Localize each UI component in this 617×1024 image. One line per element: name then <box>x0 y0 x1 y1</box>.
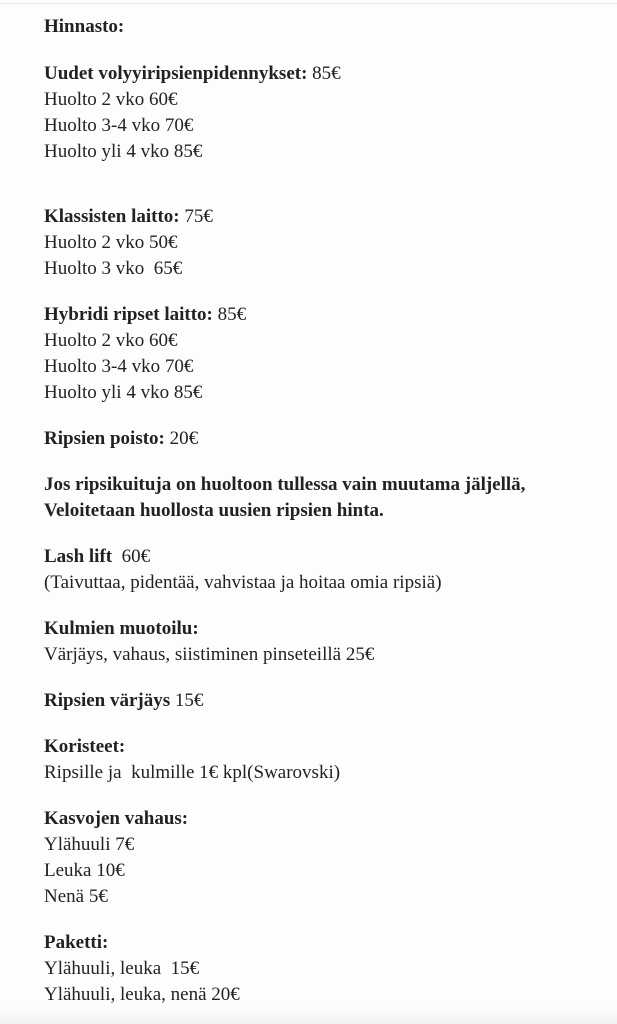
section-heading <box>44 61 587 87</box>
section-heading <box>44 426 587 452</box>
price-line: Leuka 10€ <box>44 860 125 881</box>
page-title: Hinnasto: <box>44 16 125 37</box>
bottom-strip <box>0 1006 617 1024</box>
maintenance-line: Huolto 3-4 vko 70€ <box>44 356 194 377</box>
section-heading <box>44 204 587 230</box>
service-name: Paketti: <box>44 932 109 953</box>
service-price: 20€ <box>164 428 199 449</box>
section-lash-tint <box>44 688 587 714</box>
service-price: 60€ <box>112 546 151 567</box>
maintenance-line: Huolto yli 4 vko 85€ <box>44 382 203 403</box>
maintenance-line: Huolto 3 vko 65€ <box>44 258 183 279</box>
maintenance-line: Huolto 3-4 vko 70€ <box>44 115 194 136</box>
section-facial-waxing <box>44 806 587 910</box>
service-price: 75€ <box>179 206 213 227</box>
section-heading <box>44 930 587 956</box>
section-packages <box>44 930 587 1008</box>
service-detail-line: Värjäys, vahaus, siistiminen pinseteillä 25€ <box>44 644 375 665</box>
maintenance-line: Huolto 2 vko 50€ <box>44 232 178 253</box>
service-price: 15€ <box>170 690 204 711</box>
service-name: Lash lift <box>44 546 113 567</box>
section-heading <box>44 544 587 570</box>
price-line: Ylähuuli, leuka, nenä 20€ <box>44 984 240 1005</box>
service-name: Kulmien muotoilu: <box>44 618 199 639</box>
section-volume-lashes <box>44 61 587 165</box>
service-name: Kasvojen vahaus: <box>44 808 189 829</box>
maintenance-line: Huolto 2 vko 60€ <box>44 330 178 351</box>
section-heading <box>44 806 587 832</box>
note-line: Veloitetaan huollosta uusien ripsien hinta. <box>44 500 384 521</box>
section-heading <box>44 302 587 328</box>
section-heading <box>44 616 587 642</box>
price-line: Ylähuuli 7€ <box>44 834 135 855</box>
service-price: 85€ <box>307 63 341 84</box>
service-name: Klassisten laitto: <box>44 206 180 227</box>
section-service-note <box>44 472 587 524</box>
service-price: 85€ <box>212 304 247 325</box>
maintenance-line: Huolto yli 4 vko 85€ <box>44 141 203 162</box>
section-hybrid-lashes <box>44 302 587 406</box>
price-line: Nenä 5€ <box>44 886 108 907</box>
section-classic-lashes <box>44 204 587 282</box>
service-name: Ripsien poisto: <box>44 428 165 449</box>
service-description: (Taivuttaa, pidentää, vahvistaa ja hoitaa omia ripsiä) <box>44 572 442 593</box>
section-brow-shaping <box>44 616 587 668</box>
section-heading <box>44 688 587 714</box>
service-name: Hybridi ripset laitto: <box>44 304 213 325</box>
note-line: Jos ripsikuituja on huoltoon tullessa vain muutama jäljellä, <box>44 474 526 495</box>
maintenance-line: Huolto 2 vko 60€ <box>44 89 178 110</box>
service-name: Uudet volyyiripsienpidennykset: <box>44 63 308 84</box>
service-name: Ripsien värjäys <box>44 690 171 711</box>
price-line: Ylähuuli, leuka 15€ <box>44 958 200 979</box>
section-lash-lift <box>44 544 587 596</box>
section-lash-removal <box>44 426 587 452</box>
service-name: Koristeet: <box>44 736 126 757</box>
top-divider <box>0 3 617 4</box>
section-decorations <box>44 734 587 786</box>
section-heading <box>44 734 587 760</box>
service-detail-line: Ripsille ja kulmille 1€ kpl(Swarovski) <box>44 762 341 783</box>
